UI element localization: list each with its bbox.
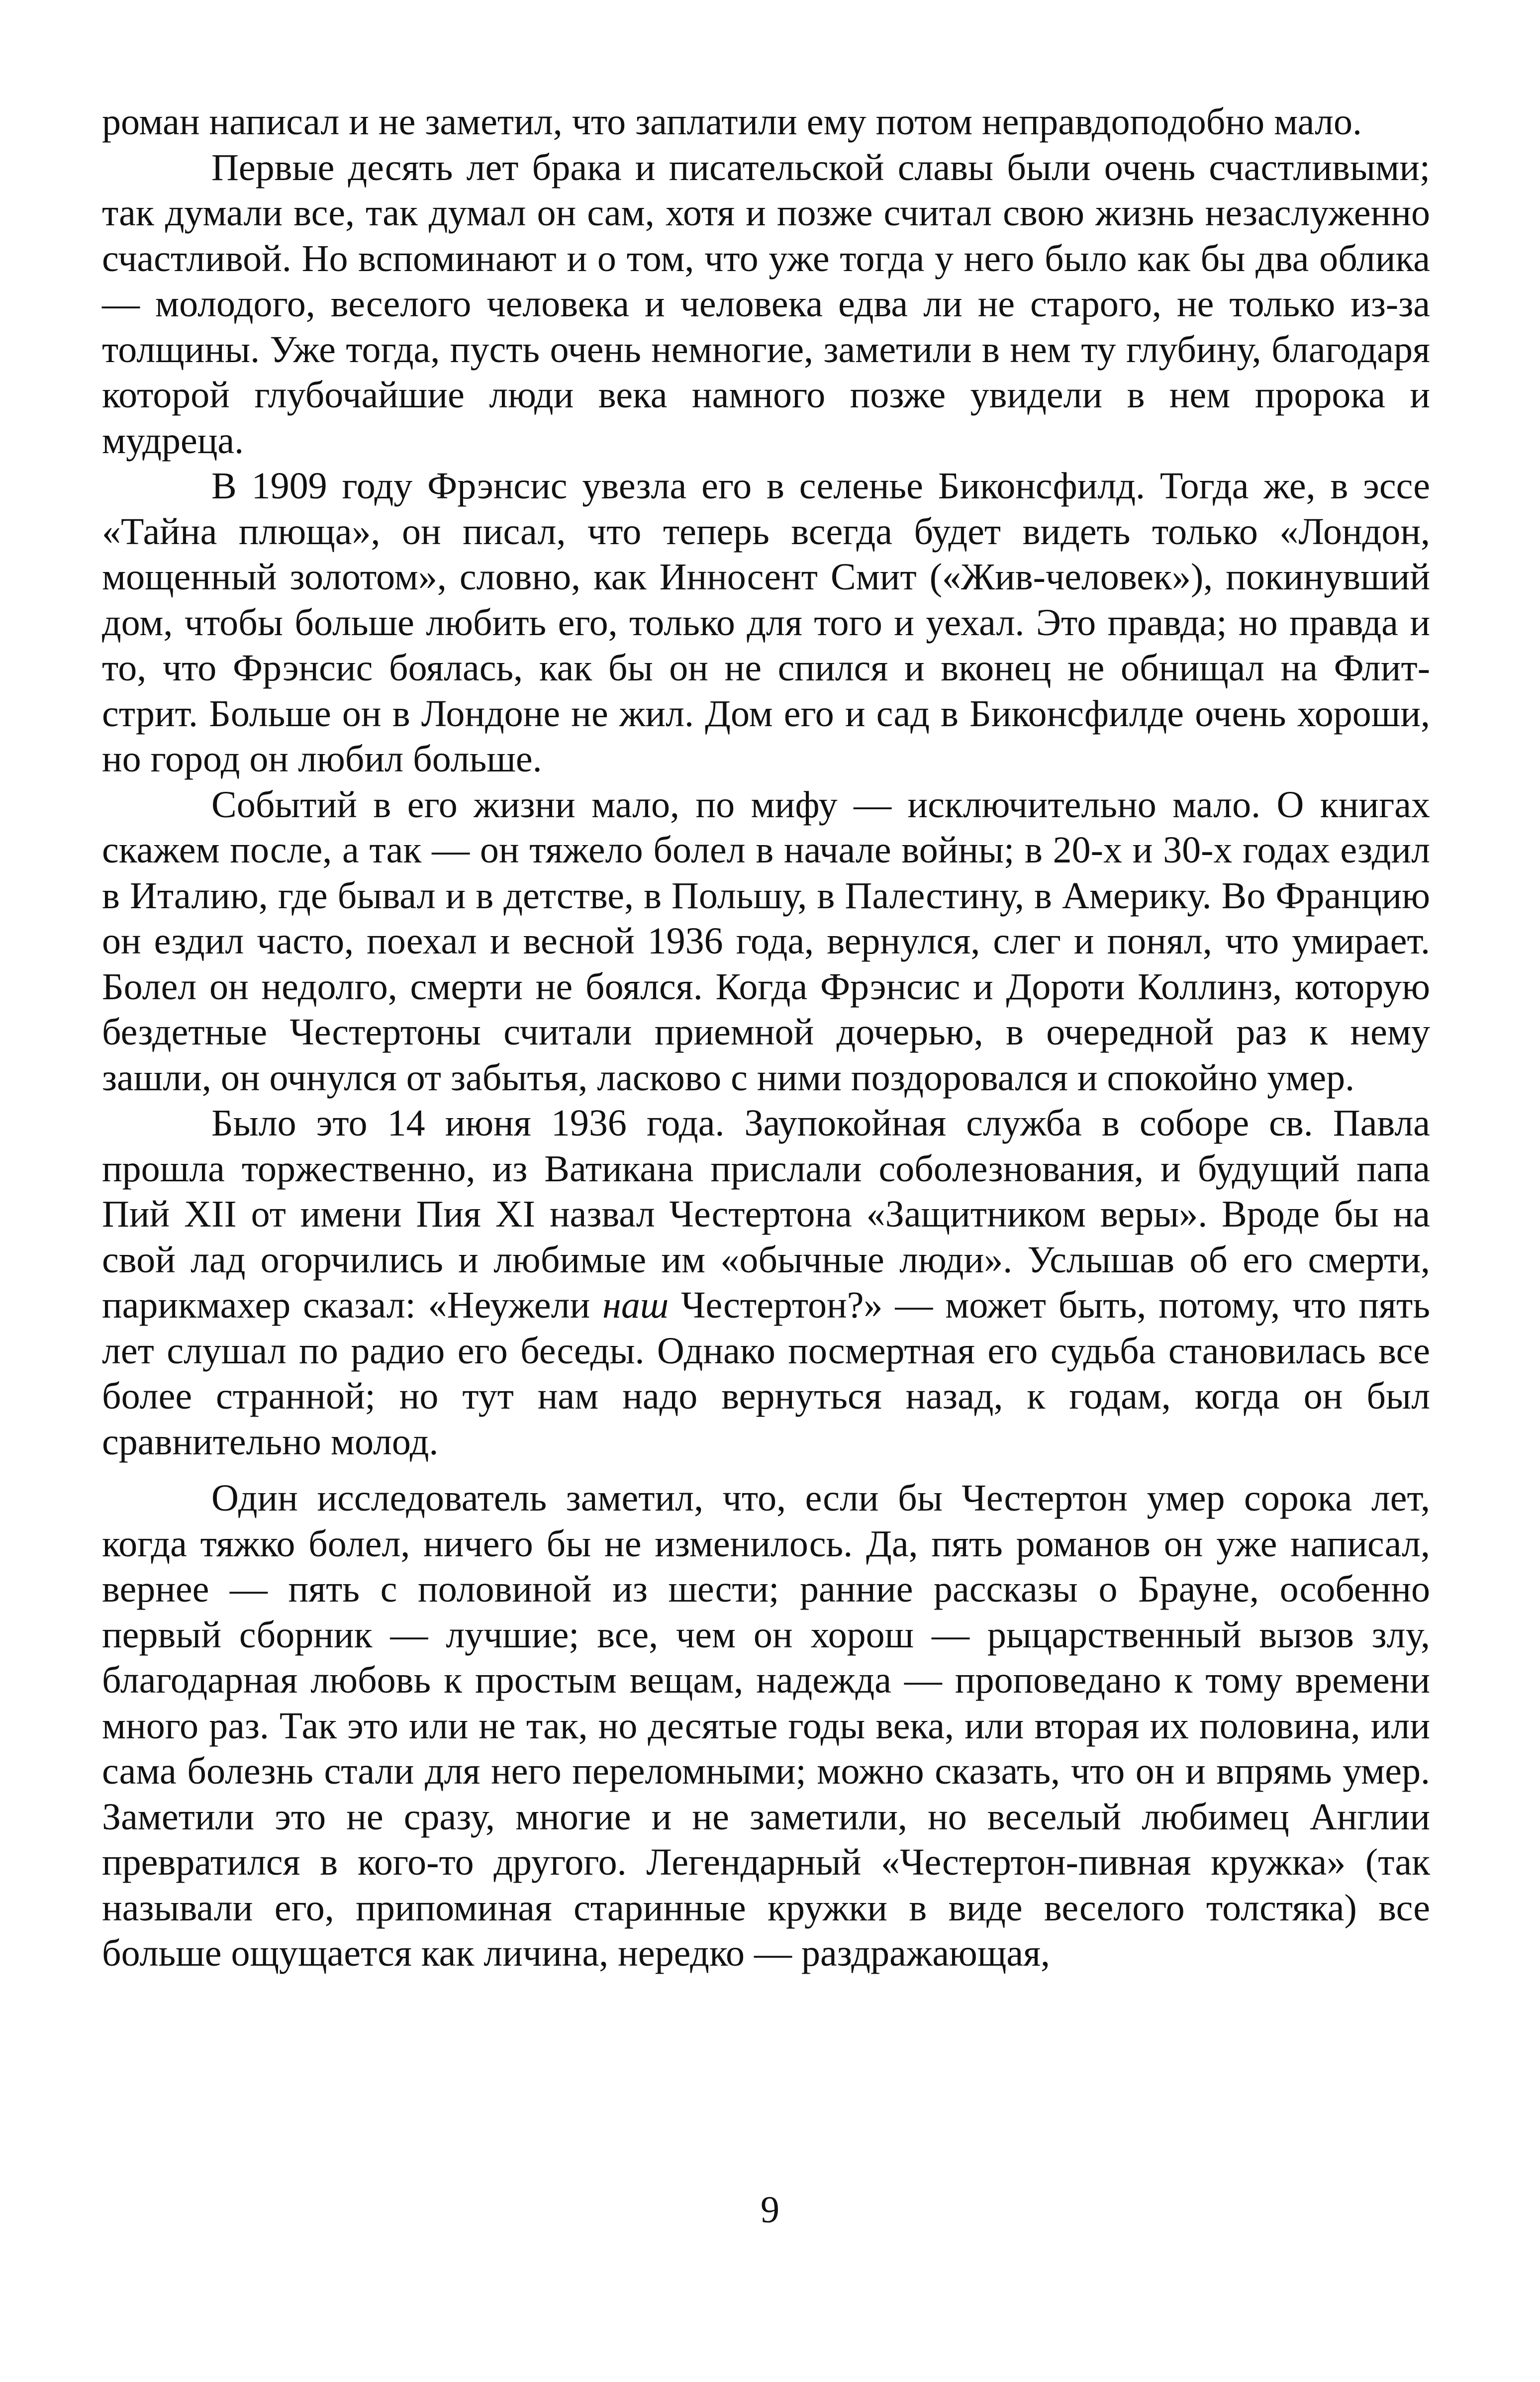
paragraph-death-part1: Было это 14 июня 1936 года. Заупокойная служба в соборе св. Павла прошла торжественно, из Ватикана прислали соболезнования, и будущий папа Пий XII от имени Пия XI назвал Честертона «Защитником веры». Вроде бы на свой лад огорчились и любимые им «обычные люди». Услышав об его смерти, парикмахер сказал: «Неужели xyxy=(102,1102,1430,1326)
paragraph-events: Событий в его жизни мало, по мифу — исключительно мало. О книгах скажем после, а так — он тяжело болел в начале войны; в 20-х и 30-х годах ездил в Италию, где бывал и в детстве, в Польшу, в Палестину, в Америку. Во Францию он ездил часто, поехал и весной 1936 года, вернулся, слег и понял, что умирает. Болел он недолго, смерти не боялся. Когда Фрэнсис и Дороти Коллинз, которую бездетные Честертоны считали приемной дочерью, в очередной раз к нему зашли, он очнулся от забытья, ласково с ними поздоровался и спокойно умер. xyxy=(102,783,1430,1099)
paragraph-researcher: Один исследователь заметил, что, если бы Честертон умер сорока лет, когда тяжко болел, ничего бы не изменилось. Да, пять романов он уже написал, вернее — пять с половиной из шести; ранние рассказы о Брауне, особенно первый сборник — лучшие; все, чем он хорош — рыцарственный вызов злу, благодарная любовь к простым вещам, надежда — проповедано к тому времени много раз. Так это или не так, но десятые годы века, или вторая их половина, или сама болезнь стали для него переломными; можно сказать, что он и впрямь умер. Заметили это не сразу, многие и не заметили, но веселый любимец Англии превратился в кого-то другого. Легендарный «Честертон-пивная кружка» (так называли его, припоминая старинные кружки в виде веселого толстяка) все больше ощущается как личина, нередко — раздражающая, xyxy=(102,1477,1430,1974)
paragraph-first-years: Первые десять лет брака и писательской славы были очень счастливыми; так думали все, так думал он сам, хотя и позже считал свою жизнь незаслуженно счастливой. Но вспоминают и о том, что уже тогда у него было как бы два облика — молодого, веселого человека и человека едва ли не старого, не только из-за толщины. Уже тогда, пусть очень немногие, заметили в нем ту глубину, благодаря которой глубочайшие люди века намного позже увидели в нем пророка и мудреца. xyxy=(102,146,1430,462)
paragraph-continuation: роман написал и не заметил, что заплатили ему потом неправдоподобно мало. xyxy=(102,101,1362,143)
body-text xyxy=(102,99,1430,1977)
page-number: 9 xyxy=(761,2189,779,2231)
paragraph-beaconsfield: В 1909 году Фрэнсис увезла его в селенье Биконсфилд. Тогда же, в эссе «Тайна плюща», он писал, что теперь всегда будет видеть только «Лондон, мощенный золотом», словно, как Инносент Смит («Жив-человек»), покинувший дом, чтобы больше любить его, только для того и уехал. Это правда; но правда и то, что Фрэнсис боялась, как бы он не спился и вконец не обнищал на Флит-стрит. Больше он в Лондоне не жил. Дом его и сад в Биконсфилде очень хороши, но город он любил больше. xyxy=(102,465,1430,780)
paragraph-death-part2: Честертон?» — может быть, потому, что пять лет слушал по радио его беседы. Однако посмертная его судьба становилась все более странной; но тут нам надо вернуться назад, к годам, когда он был сравнительно молод. xyxy=(102,1284,1430,1463)
italic-word: наш xyxy=(602,1284,669,1326)
paragraph-death xyxy=(102,1101,1430,1465)
